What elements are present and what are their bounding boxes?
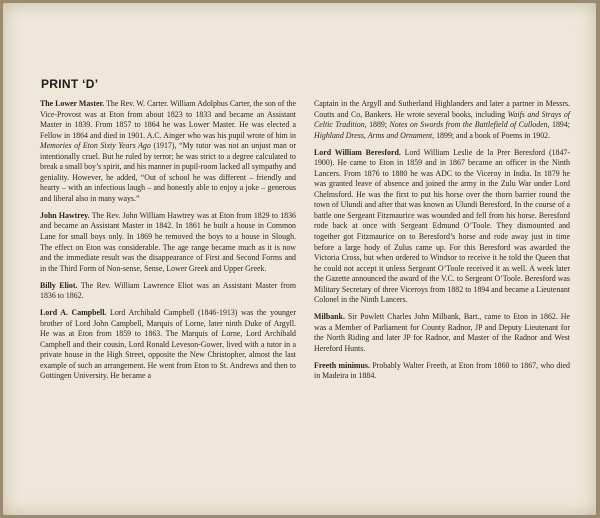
entry-paragraph xyxy=(40,281,296,302)
entry-text: Lord Archibald Campbell (1846-1913) was the younger brother of Lord John Campbell, Marquis of Lorne, later ninth Duke of Argyll. He was at Eton from 1859 to 1863. The Marquis of Lorne, Lord Archibald Campbell and their cousin, Lord Ronald Leveson-Gower, lived with a tutor in a private house in the High Street, opposite the New Christopher, almost the last example of such an arrangement. He went from Eton to St. Andrews and then to Gottingen University. He became a xyxy=(40,308,296,381)
entry-heading: Milbank. xyxy=(314,312,345,322)
entry-paragraph xyxy=(314,99,570,141)
entry-paragraph xyxy=(40,308,296,382)
italic-title-text: Memories of Eton Sixty Years Ago xyxy=(40,141,151,151)
entry-paragraph xyxy=(40,99,296,204)
entry-paragraph xyxy=(314,148,570,306)
entry-heading: Freeth minimus. xyxy=(314,360,370,370)
entry-text: Captain in the Argyll and Sutherland Highlanders and later a partner in Messrs. Coutts and Co, Bankers. He wrote several books, including xyxy=(314,99,570,119)
entry-text: (1917), “My tutor was not an unjust man or intentionally cruel. But he ruled by terror; he was strict to a degree calculated to break a small boy’s spirit, and his manner in pupil-room lacked all sympathy and geniality. However, he added, “Out of school he was different – friendly and hearty – with an infectious laugh – and honestly able to enjoy a joke – generous and liberal also in many ways.” xyxy=(40,141,296,203)
entry-paragraph xyxy=(314,312,570,354)
entry-heading: Lord A. Campbell. xyxy=(40,308,107,318)
entry-text: , 1899; and a book of Poems in 1902. xyxy=(432,130,551,140)
entry-text: The Rev. W. Carter. William Adolphus Carter, the son of the Vice-Provost was at Eton from about 1823 to 1833 and became an Assistant Master in 1839. From 1857 to 1864 he was Lower Master. He was elected a Fellow in 1864 and died in 1901. A.C. Ainger who was his pupil wrote of him in xyxy=(40,99,296,140)
entry-heading: Billy Eliot. xyxy=(40,280,78,290)
entry-heading: The Lower Master. xyxy=(40,99,105,108)
entry-text: Probably Walter Freeth, at Eton from 1860 to 1867, who died in Madeira in 1884. xyxy=(314,360,570,381)
entry-text: Sir Powlett Charles John Milbank, Bart., came to Eton in 1862. He was a Member of Parliament for County Radnor, JP and Deputy Lieutenant for the North Riding and later JP for Radnor, and Master of the Radnor and West Hereford Hunts. xyxy=(314,312,570,353)
italic-title-text: Highland Dress, Arms and Ornament xyxy=(314,130,433,140)
entry-heading: John Hawtrey. xyxy=(40,210,90,220)
entry-text: , 1894; xyxy=(547,120,570,130)
entry-heading: Lord William Beresford. xyxy=(314,147,401,157)
entry-paragraph xyxy=(314,361,570,382)
page-title: PRINT ‘D’ xyxy=(41,77,99,91)
entry-text: The Rev. William Lawrence Eliot was an Assistant Master from 1836 to 1862. xyxy=(40,280,296,301)
italic-title-text: Notes on Swords from the Battlefield of Culloden xyxy=(389,120,548,130)
entry-paragraph xyxy=(40,211,296,274)
printed-page xyxy=(3,3,596,515)
entry-text: The Rev. John William Hawtrey was at Eton from 1829 to 1836 and became an Assistant Master in 1842. In 1861 he built a house in Common Lane for small boys only. In 1869 he removed the boys to a house in Slough. The effect on Eton was considerable. The age range became much as it is now and the immediate result was the disappearance of First and Second Forms and in the Third Form of Non-sense, Sense, Lower Greek and Upper Greek. xyxy=(40,210,296,273)
left-column xyxy=(40,99,296,388)
entry-text: Lord William Leslie de la Prer Beresford (1847-1900). He came to Eton in 1859 and in 1867 became an officer in the Ninth Lancers. From 1876 to 1880 he was ADC to the Viceroy in India. In 1879 he was granted leave of absence and joined the army in the Zulu War under Lord Chelmsford. He was the first to put his horse over the thorn barrier round the town of Ulundi and after that was known as Ulundi Beresford. In the course of a battle one Sergeant Fitzmaurice was wounded and fell from his horse. Beresford rode back at once with Sergeant Edmund O’Toole. They dismounted and together got Fitzmaurice on to Beresford’s horse and rode away just in time before a large body of Zulus came up. For this Beresford was awarded the Victoria Cross, but when ordered to Windsor to receive it he told the Queen that he could not accept it unless Sergeant O’Toole received it as well. A week later the Gazette announced the award of the V.C. to Sergeant O’Toole. Beresford was Military Secretary of three Viceroys from 1882 to 1894 and became a Lieutenant Colonel in the Ninth Lancers. xyxy=(314,147,570,305)
entry-text: , 1889; xyxy=(364,120,390,130)
right-column xyxy=(314,99,570,388)
italic-title-text: Waifs and Strays of Celtic Tradition xyxy=(314,109,570,130)
